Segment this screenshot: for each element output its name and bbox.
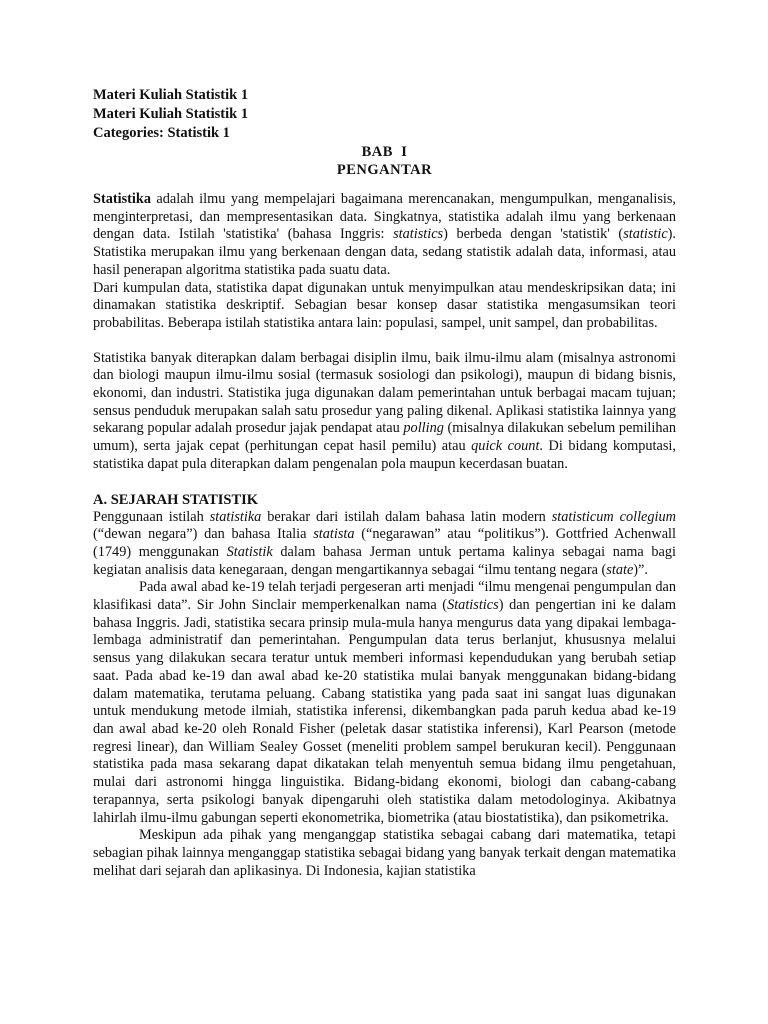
section-heading-sejarah: A. SEJARAH STATISTIK	[93, 491, 259, 508]
intro-paragraph-1: Statistika adalah ilmu yang mempelajari bagaimana merencanakan, mengumpulkan, menganalisis, menginterpretasi, dan mempresentasikan data. Singkatnya, statistika adalah ilmu yang berkenaan dengan data. Istilah 'statistika' (bahasa Inggris: statistics) berbeda dengan 'statistik' (statistic). Statistika merupakan ilmu yang berkenaan dengan data, sedang statistik adalah data, informasi, atau hasil penerapan algoritma statistika pada suatu data.	[93, 191, 677, 278]
header-line-1: Materi Kuliah Statistik 1	[93, 87, 249, 103]
chapter-title: PENGANTAR	[336, 162, 433, 178]
sejarah-paragraph-1: Penggunaan istilah statistika berakar dari istilah dalam bahasa latin modern statisticum collegium (“dewan negara”) dan bahasa Italia statista (“negarawan” atau “politikus”). Gottfried Achenwall (1749) menggunakan Statistik dalam bahasa Jerman untuk pertama kalinya sebagai nama bagi kegiatan analisis data kenegaraan, dengan mengartikannya sebagai “ilmu tentang negara (state)”.	[93, 508, 676, 578]
intro-paragraph-2: Dari kumpulan data, statistika dapat digunakan untuk menyimpulkan atau mendeskripsikan data; ini dinamakan statistika deskriptif. Sebagian besar konsep dasar statistika mengasumsikan teori probabilitas. Beberapa istilah statistika antara lain: populasi, sampel, unit sampel, dan probabilitas.	[93, 279, 676, 331]
intro-paragraph-3: Statistika banyak diterapkan dalam berbagai disiplin ilmu, baik ilmu-ilmu alam (misalnya astronomi dan biologi maupun ilmu-ilmu sosial (termasuk sosiologi dan psikologi), maupun di bidang bisnis, ekonomi, dan industri. Statistika juga digunakan dalam pemerintahan untuk berbagai macam tujuan; sensus penduduk merupakan salah satu prosedur yang paling dikenal. Aplikasi statistika lainnya yang sekarang popular adalah prosedur jajak pendapat atau polling (misalnya dilakukan sebelum pemilihan umum), serta jajak cepat (perhitungan cepat hasil pemilu) atau quick count. Di bidang komputasi, statistika dapat pula diterapkan dalam pengenalan pola maupun kecerdasan buatan.	[93, 349, 677, 472]
header-categories: Categories: Statistik 1	[93, 125, 230, 141]
sejarah-paragraph-3: Meskipun ada pihak yang menganggap statistika sebagai cabang dari matematika, tetapi sebagian pihak lainnya menganggap statistika sebagai bidang yang banyak terkait dengan matematika melihat dari sejarah dan aplikasinya. Di Indonesia, kajian statistika	[93, 827, 676, 879]
chapter-number: BAB I	[361, 144, 408, 160]
sejarah-paragraph-2: Pada awal abad ke-19 telah terjadi pergeseran arti menjadi “ilmu mengenai pengumpulan dan klasifikasi data”. Sir John Sinclair memperkenalkan nama (Statistics) dan pengertian ini ke dalam bahasa Inggris. Jadi, statistika secara prinsip mula-mula hanya mengurus data yang dipakai lembaga-lembaga administratif dan pemerintahan. Pengumpulan data terus berlanjut, khususnya melalui sensus yang dilakukan secara teratur untuk memberi informasi kependudukan yang berubah setiap saat. Pada abad ke-19 dan awal abad ke-20 statistika mulai banyak menggunakan bidang-bidang dalam matematika, terutama peluang. Cabang statistika yang pada saat ini sangat luas digunakan untuk mendukung metode ilmiah, statistika inferensi, dikembangkan pada paruh kedua abad ke-19 dan awal abad ke-20 oleh Ronald Fisher (peletak dasar statistika inferensi), Karl Pearson (metode regresi linear), dan William Sealey Gosset (meneliti problem sampel berukuran kecil). Penggunaan statistika pada masa sekarang dapat dikatakan telah menyentuh semua bidang ilmu pengetahuan, mulai dari astronomi hingga linguistika. Bidang-bidang ekonomi, biologi dan cabang-cabang terapannya, serta psikologi banyak dipengaruhi oleh statistika dalam metodologinya. Akibatnya lahirlah ilmu-ilmu gabungan seperti ekonometrika, biometrika (atau biostatistika), dan psikometrika.	[93, 579, 676, 826]
header-line-2: Materi Kuliah Statistik 1	[93, 106, 249, 122]
intro-term: Statistika	[93, 191, 151, 207]
